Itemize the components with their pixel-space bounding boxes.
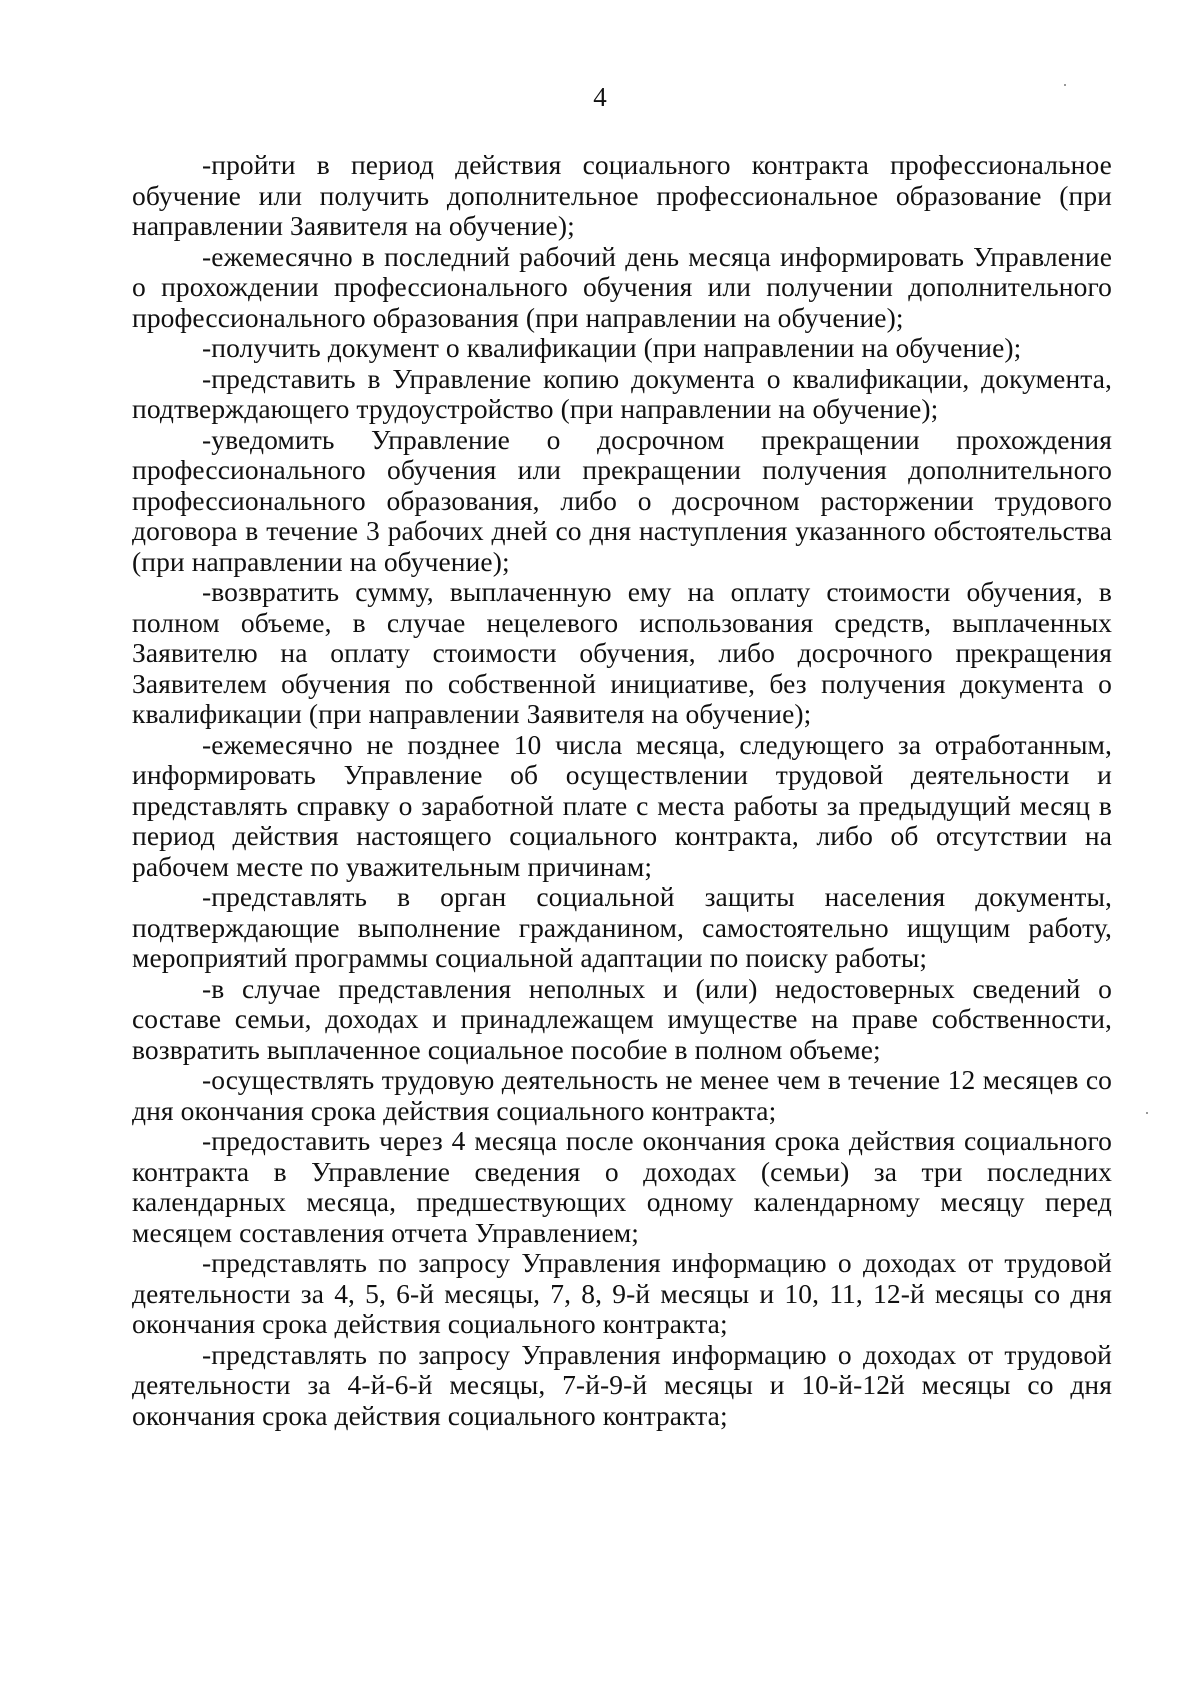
page-number: 4 <box>593 82 607 112</box>
obligation-paragraph: -представлять по запросу Управления информацию о доходах от трудовой деятельности за 4-й-6-й месяцы, 7-й-9-й месяцы и 10-й-12й месяцы со дня окончания срока действия социального контракта; <box>132 1338 1112 1431</box>
obligation-paragraph: -уведомить Управление о досрочном прекращении прохождения профессионального обучения или прекращении получения дополнительного профессионального образования, либо о досрочном расторжении трудового договора в течение 3 рабочих дней со дня наступления указанного обстоятельства (при направлении на обучение); <box>132 423 1112 577</box>
document-body <box>132 150 1112 1431</box>
obligation-paragraph: -пройти в период действия социального контракта профессиональное обучение или получить дополнительное профессиональное образование (при направлении Заявителя на обучение); <box>132 149 1112 241</box>
obligation-paragraph: -ежемесячно в последний рабочий день месяца информировать Управление о прохождении профессионального обучения или получении дополнительного профессионального образования (при направлении на обучение); <box>132 240 1112 333</box>
obligation-paragraph: -ежемесячно не позднее 10 числа месяца, следующего за отработанным, информировать Управление об осуществлении трудовой деятельности и представлять справку о заработной плате с места работы за предыдущий месяц в период действия настоящего социального контракта, либо об отсутствии на рабочем месте по уважительным причинам; <box>132 728 1112 882</box>
obligation-paragraph: -осуществлять трудовую деятельность не менее чем в течение 12 месяцев со дня окончания срока действия социального контракта; <box>132 1064 1112 1126</box>
obligation-paragraph: -предоставить через 4 месяца после окончания срока действия социального контракта в Управление сведения о доходах (семьи) за три последних календарных месяца, предшествующих одному календарному месяцу перед месяцем составления отчета Управлением; <box>132 1125 1112 1248</box>
obligation-paragraph: -представлять по запросу Управления информацию о доходах от трудовой деятельности за 4, 5, 6-й месяцы, 7, 8, 9-й месяцы и 10, 11, 12-й месяцы со дня окончания срока действия социального контракта; <box>132 1247 1112 1339</box>
obligation-paragraph: -получить документ о квалификации (при направлении на обучение); <box>202 332 1022 363</box>
scan-artifact <box>1146 1112 1148 1114</box>
obligation-paragraph: -в случае представления неполных и (или) недостоверных сведений о составе семьи, доходах и принадлежащем имуществе на праве собственности, возвратить выплаченное социальное пособие в полном объеме; <box>132 972 1112 1065</box>
scan-artifact <box>1064 84 1066 86</box>
obligation-paragraph: -возвратить сумму, выплаченную ему на оплату стоимости обучения, в полном объеме, в случае нецелевого использования средств, выплаченных Заявителю на оплату стоимости обучения, либо досрочного прекращения Заявителем обучения по собственной инициативе, без получения документа о квалификации (при направлении Заявителя на обучение); <box>132 576 1112 729</box>
obligation-paragraph: -представить в Управление копию документа о квалификации, документа, подтверждающего трудоустройство (при направлении на обучение); <box>132 362 1112 424</box>
obligation-paragraph: -представлять в орган социальной защиты населения документы, подтверждающие выполнение гражданином, самостоятельно ищущим работу, мероприятий программы социальной адаптации по поиску работы; <box>132 881 1112 973</box>
